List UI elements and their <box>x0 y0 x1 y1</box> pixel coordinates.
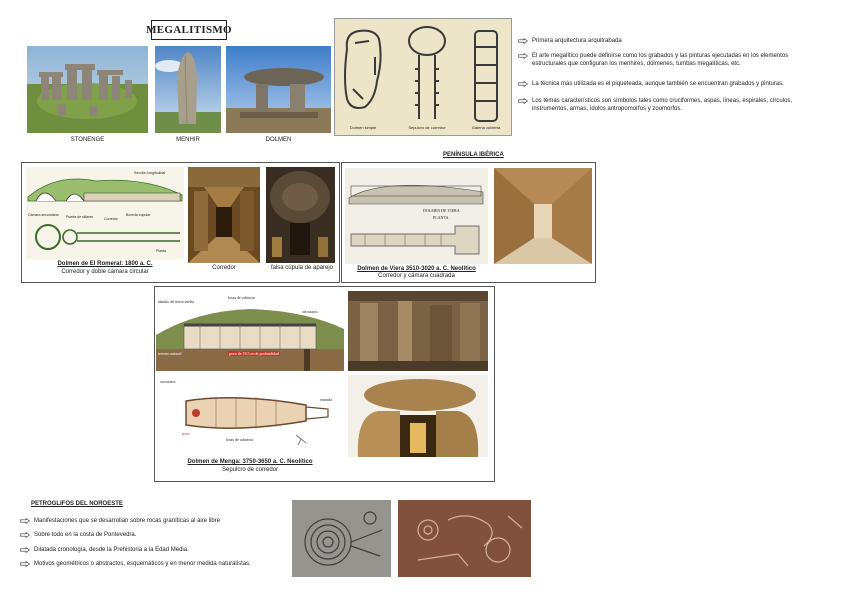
drawing-caption-gallery: Galería cubierta <box>471 125 501 130</box>
menga-section-label: pozo de 19,5 m de profundidad <box>229 351 279 356</box>
romeral-panel <box>21 162 340 283</box>
arrow-right-icon <box>20 518 30 524</box>
intro-bullet-list <box>518 38 818 158</box>
viera-corridor-photo <box>494 168 592 264</box>
viera-panel <box>341 162 596 283</box>
petroglyph-bullet <box>20 547 189 555</box>
menga-title: Dolmen de Menga: 3750-3650 a. C. Neolítico <box>187 459 313 465</box>
romeral-plan-label: Corredor <box>104 217 118 221</box>
iberia-heading: PENÍNSULA IBÉRICA <box>443 152 504 158</box>
petroglyph-bullet-text: Dilatada cronología, desde la Prehistoria a la Edad Media. <box>34 547 189 553</box>
arrow-right-icon <box>518 98 528 104</box>
drawing-caption-simple: Dolmen simple <box>349 125 377 130</box>
arrow-right-icon <box>20 561 30 567</box>
menga-plan-drawing <box>156 377 344 449</box>
romeral-plan-label: Cámara secundaria <box>28 213 59 217</box>
menga-section-label: losas de cubierta <box>228 295 255 300</box>
viera-plan-drawing <box>345 168 488 264</box>
petroglyph-bullet <box>20 518 220 526</box>
menga-interior-photo <box>348 291 488 371</box>
menga-plan-label: pozo <box>182 431 190 436</box>
arrow-right-icon <box>20 547 30 553</box>
menga-subtitle: Sepulcro de corredor <box>221 467 279 473</box>
viera-subtitle: Corredor y cámara cuadrada <box>378 273 455 279</box>
menga-section-label: túmulo de tierra suelta <box>158 299 194 304</box>
romeral-plan-label: Puerta de sillares <box>66 215 94 219</box>
petroglyphs-bullet-list <box>20 518 285 578</box>
intro-bullet-text: Primera arquitectura arquitrabada <box>532 38 622 44</box>
petroglyph-bullet-text: Manifestaciones que se desarrollan sobre rocas graníticas al aire libre <box>34 518 221 524</box>
intro-bullet-text: La técnica más utilizada es el piqueteada, aunque también se encuentran grabados y pinturas. <box>532 81 784 87</box>
menga-section-drawing <box>156 289 344 371</box>
romeral-corridor-photo <box>188 167 260 263</box>
menga-section-label: ortostatos <box>302 309 318 314</box>
romeral-title: Dolmen de El Romeral: 1800 a. C. <box>57 261 153 267</box>
romeral-plan-label: Sección longitudinal <box>134 171 166 175</box>
petroglyph-bullet <box>20 532 136 540</box>
menga-plan-label: ortostatos <box>160 379 176 384</box>
romeral-plan-drawing <box>26 167 184 259</box>
romeral-cupola-photo <box>266 167 335 263</box>
arrow-right-icon <box>518 38 528 44</box>
romeral-plan-label: Planta <box>156 249 166 253</box>
arrow-right-icon <box>518 81 528 87</box>
romeral-subtitle: Corredor y doble cámara circular <box>61 269 149 275</box>
intro-bullet <box>518 38 622 46</box>
megalith-types-drawing <box>334 18 512 136</box>
drawing-caption-corridor: Sepulcro de corredor <box>408 125 446 130</box>
petroglyphs-heading: PETROGLIFOS DEL NOROESTE <box>31 501 123 507</box>
petroglyph-bullet-text: Motivos geométricos o abstractos, esquemáticos y en menor medida naturalistas. <box>34 561 251 567</box>
dolmen-caption: DOLMEN <box>265 137 292 143</box>
intro-bullet-text: El arte megalítico puede definirse como los grabados y las pinturas ejecutadas en los elementos estructurales que configuran los menhires, dólmenes, tumbas megalíticas, etc. <box>532 53 789 67</box>
intro-bullet <box>518 81 808 89</box>
arrow-right-icon <box>20 532 30 538</box>
viera-title: Dolmen de Viera 3510-3020 a. C. Neolítico <box>357 266 476 272</box>
intro-bullet <box>518 98 808 113</box>
romeral-cupola-caption: falsa cúpula de aparejo <box>270 265 334 271</box>
petroglyph-bullet <box>20 561 251 569</box>
menga-panel <box>154 286 495 482</box>
menga-plan-label: entrada <box>320 397 332 402</box>
intro-bullet-text: Los temas característicos son símbolos tales como cruciformes, aspas, líneas, espirales, círculos, instrumentos, armas, ídolos antropomorfos y zoomorfos. <box>532 98 793 112</box>
menga-plan-label: losas de cubierta <box>226 437 253 442</box>
romeral-plan-label: Bóveda cupular <box>126 213 151 217</box>
menhir-caption: MENHIR <box>176 137 200 143</box>
intro-bullet <box>518 53 808 68</box>
petroglyph-bullet-text: Sobre todo en la costa de Pontevedra. <box>34 532 137 538</box>
viera-plan-label: DOLMEN DE VIERA <box>423 208 460 213</box>
viera-plan-label: PLANTA <box>433 215 449 220</box>
menga-entrance-photo <box>348 375 488 457</box>
page-title: MEGALITISMO <box>151 20 227 40</box>
petroglyph-carving-photo <box>398 500 531 577</box>
dolmen-photo <box>226 46 331 133</box>
stonehenge-photo <box>27 46 148 133</box>
arrow-right-icon <box>518 53 528 59</box>
menhir-photo <box>155 46 221 133</box>
petroglyph-spiral-photo <box>292 500 391 577</box>
menga-section-label: terreno natural <box>158 351 182 356</box>
romeral-corridor-caption: Corredor <box>212 265 236 271</box>
stonehenge-caption: STONENGE <box>70 137 105 143</box>
